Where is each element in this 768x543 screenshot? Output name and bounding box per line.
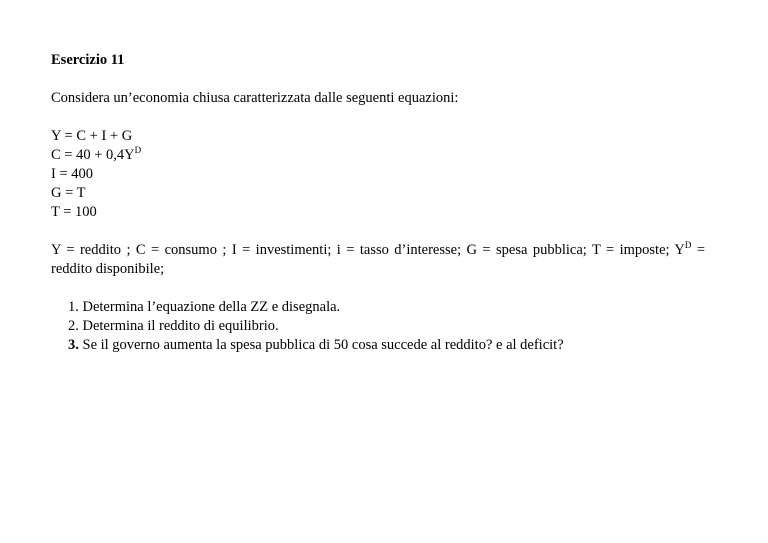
task-item-3 bbox=[68, 336, 705, 355]
task-item-1 bbox=[68, 298, 705, 317]
equation-consumption-base: C = 40 + 0,4Y bbox=[51, 147, 135, 163]
legend-text-part2: = reddito disponibile; bbox=[51, 242, 705, 277]
document-page bbox=[51, 51, 705, 355]
task-number-1: 1. bbox=[68, 299, 79, 315]
task-list bbox=[51, 298, 705, 355]
legend-text-part1: Y = reddito ; C = consumo ; I = investimenti; i = tasso d’interesse; G = spesa pubblica; T = imposte; Y bbox=[51, 242, 685, 258]
equation-government: G = T bbox=[51, 185, 86, 201]
task-text-3: Se il governo aumenta la spesa pubblica di 50 cosa succede al reddito? e al deficit? bbox=[78, 337, 564, 353]
equation-consumption bbox=[51, 146, 705, 165]
intro-text: Considera un’economia chiusa caratterizzata dalle seguenti equazioni: bbox=[51, 90, 459, 106]
variable-legend bbox=[51, 241, 705, 279]
legend-superscript: D bbox=[684, 240, 692, 250]
task-item-2 bbox=[68, 317, 705, 336]
equation-income: Y = C + I + G bbox=[51, 128, 133, 144]
task-text-2: Determina il reddito di equilibrio. bbox=[78, 318, 279, 334]
task-text-1: Determina l’equazione della ZZ e disegnala. bbox=[78, 299, 341, 315]
task-number-2: 2. bbox=[68, 318, 79, 334]
equation-block bbox=[51, 127, 705, 222]
equation-investment: I = 400 bbox=[51, 166, 94, 182]
task-number-3: 3. bbox=[68, 337, 79, 353]
equation-taxes: T = 100 bbox=[51, 204, 97, 220]
exercise-title: Esercizio 11 bbox=[51, 52, 125, 68]
equation-consumption-superscript: D bbox=[134, 145, 142, 155]
